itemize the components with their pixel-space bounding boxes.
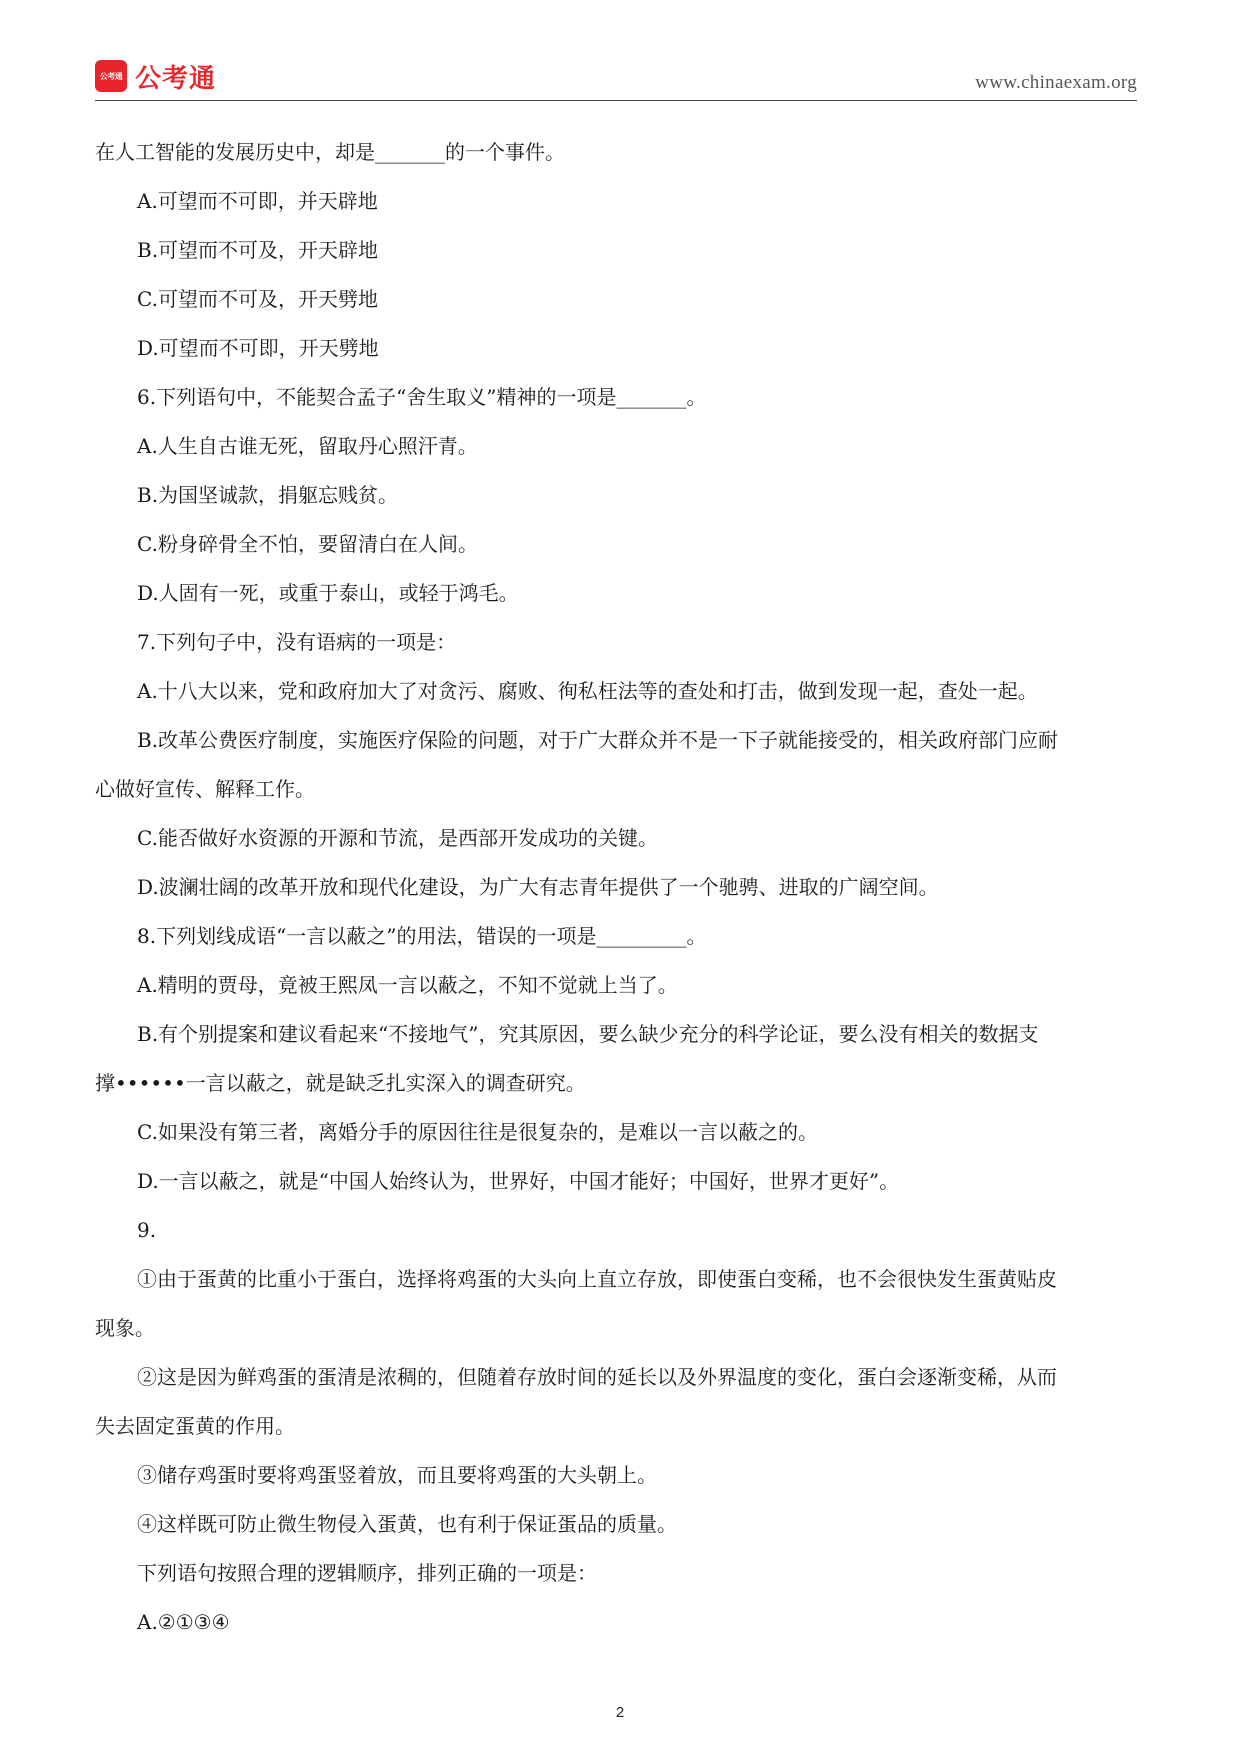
logo-icon: 公考通 — [95, 60, 127, 92]
text-line: D.一言以蔽之，就是“中国人始终认为，世界好，中国才能好；中国好，世界才更好”。 — [137, 1169, 900, 1193]
text-line: D.可望而不可即，开天劈地 — [137, 336, 379, 360]
text-line: C.粉身碎骨全不怕，要留清白在人间。 — [137, 532, 478, 556]
text-line: A.人生自古谁无死，留取丹心照汗青。 — [137, 434, 478, 458]
text-line: A.可望而不可即，并天辟地 — [137, 189, 378, 213]
site-url: www.chinaexam.org — [975, 72, 1137, 93]
text-line: A.精明的贾母，竟被王熙凤一言以蔽之，不知不觉就上当了。 — [137, 973, 678, 997]
text-line: 9. — [137, 1218, 157, 1242]
text-line: 在人工智能的发展历史中，却是_______的一个事件。 — [95, 140, 565, 164]
text-line: ②这是因为鲜鸡蛋的蛋清是浓稠的，但随着存放时间的延长以及外界温度的变化，蛋白会逐渐变稀，从而 — [137, 1365, 1057, 1389]
document-body — [95, 128, 1143, 1647]
text-line: B.为国坚诚款，捐躯忘贱贫。 — [137, 483, 399, 507]
text-line: ①由于蛋黄的比重小于蛋白，选择将鸡蛋的大头向上直立存放，即使蛋白变稀，也不会很快发生蛋黄贴皮 — [137, 1267, 1057, 1291]
text-line: A.十八大以来，党和政府加大了对贪污、腐败、徇私枉法等的查处和打击，做到发现一起，查处一起。 — [137, 679, 1038, 703]
text-line: 心做好宣传、解释工作。 — [95, 777, 315, 801]
text-line: 6.下列语句中，不能契合孟子“舍生取义”精神的一项是_______。 — [137, 385, 707, 409]
text-line: 失去固定蛋黄的作用。 — [95, 1414, 295, 1438]
text-line: D.人固有一死，或重于泰山，或轻于鸿毛。 — [137, 581, 519, 605]
text-line: C.能否做好水资源的开源和节流，是西部开发成功的关键。 — [137, 826, 658, 850]
text-line: ④这样既可防止微生物侵入蛋黄，也有利于保证蛋品的质量。 — [137, 1512, 677, 1536]
text-line: 撑••••••一言以蔽之，就是缺乏扎实深入的调查研究。 — [95, 1071, 586, 1095]
text-line: B.改革公费医疗制度，实施医疗保险的问题，对于广大群众并不是一下子就能接受的，相关政府部门应耐 — [137, 728, 1059, 752]
text-line: ③储存鸡蛋时要将鸡蛋竖着放，而且要将鸡蛋的大头朝上。 — [137, 1463, 657, 1487]
text-line: B.有个别提案和建议看起来“不接地气”，究其原因，要么缺少充分的科学论证，要么没有相关的数据支 — [137, 1022, 1039, 1046]
text-line: A.②①③④ — [137, 1610, 230, 1634]
page-header — [95, 56, 1137, 101]
text-line: 7.下列句子中，没有语病的一项是： — [137, 630, 457, 654]
logo-text: 公考通 — [135, 64, 217, 94]
text-line: 下列语句按照合理的逻辑顺序，排列正确的一项是： — [137, 1561, 597, 1585]
page-number: 2 — [615, 1704, 625, 1721]
text-line: 现象。 — [95, 1316, 155, 1340]
text-line: C.可望而不可及，开天劈地 — [137, 287, 378, 311]
text-line: D.波澜壮阔的改革开放和现代化建设，为广大有志青年提供了一个驰骋、进取的广阔空间。 — [137, 875, 939, 899]
text-line: C.如果没有第三者，离婚分手的原因往往是很复杂的，是难以一言以蔽之的。 — [137, 1120, 818, 1144]
text-line: 8.下列划线成语“一言以蔽之”的用法，错误的一项是_________。 — [137, 924, 707, 948]
text-line: B.可望而不可及，开天辟地 — [137, 238, 379, 262]
